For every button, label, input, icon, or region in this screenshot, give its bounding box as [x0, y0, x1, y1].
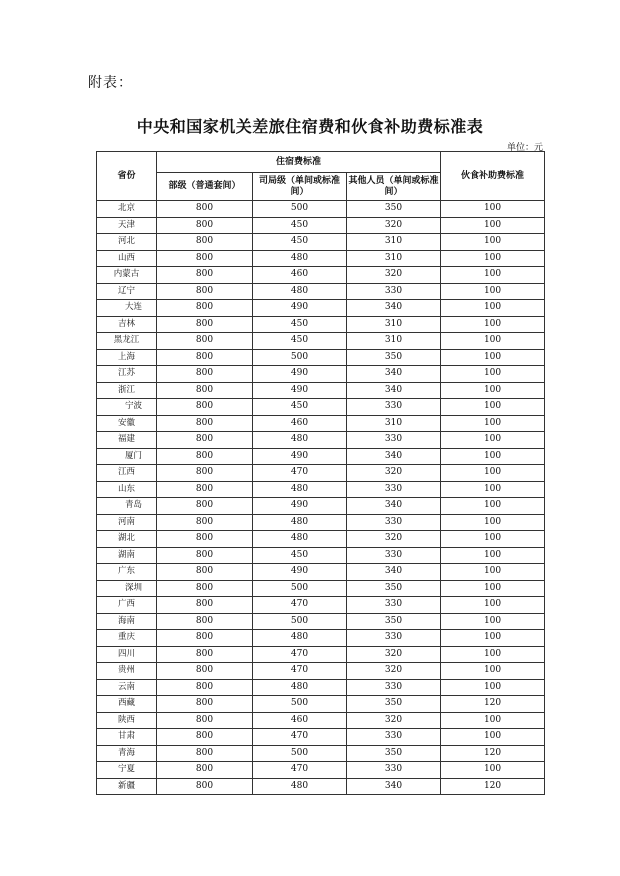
- meal-allowance-cell: 100: [441, 349, 545, 366]
- province-cell: 山西: [97, 250, 157, 267]
- bureau-rate-cell: 470: [253, 465, 347, 482]
- ministerial-rate-cell: 800: [157, 613, 253, 630]
- meal-allowance-cell: 120: [441, 778, 545, 795]
- table-row: [97, 630, 545, 647]
- table-row: [97, 580, 545, 597]
- others-rate-cell: 320: [347, 531, 441, 548]
- header-province: 省份: [97, 152, 157, 201]
- others-rate-cell: 340: [347, 382, 441, 399]
- others-rate-cell: 330: [347, 514, 441, 531]
- ministerial-rate-cell: 800: [157, 300, 253, 317]
- meal-allowance-cell: 100: [441, 415, 545, 432]
- province-cell: 海南: [97, 613, 157, 630]
- header-meal-allowance: 伙食补助费标准: [441, 152, 545, 201]
- ministerial-rate-cell: 800: [157, 448, 253, 465]
- others-rate-cell: 330: [347, 432, 441, 449]
- meal-allowance-cell: 100: [441, 597, 545, 614]
- table-row: [97, 663, 545, 680]
- table-row: [97, 432, 545, 449]
- table-row: [97, 646, 545, 663]
- province-cell: 四川: [97, 646, 157, 663]
- bureau-rate-cell: 500: [253, 349, 347, 366]
- table-row: [97, 712, 545, 729]
- meal-allowance-cell: 100: [441, 481, 545, 498]
- bureau-rate-cell: 480: [253, 531, 347, 548]
- province-cell: 重庆: [97, 630, 157, 647]
- bureau-rate-cell: 490: [253, 448, 347, 465]
- meal-allowance-cell: 100: [441, 333, 545, 350]
- bureau-rate-cell: 500: [253, 201, 347, 218]
- others-rate-cell: 340: [347, 300, 441, 317]
- meal-allowance-cell: 100: [441, 448, 545, 465]
- table-row: [97, 448, 545, 465]
- province-cell: 新疆: [97, 778, 157, 795]
- table-row: [97, 514, 545, 531]
- meal-allowance-cell: 100: [441, 547, 545, 564]
- others-rate-cell: 330: [347, 597, 441, 614]
- ministerial-rate-cell: 800: [157, 762, 253, 779]
- others-rate-cell: 310: [347, 234, 441, 251]
- bureau-rate-cell: 490: [253, 300, 347, 317]
- table-row: [97, 250, 545, 267]
- bureau-rate-cell: 490: [253, 366, 347, 383]
- bureau-rate-cell: 490: [253, 382, 347, 399]
- table-row: [97, 613, 545, 630]
- header-bureau: 司局级（单间或标准间）: [253, 173, 347, 201]
- province-cell: 黑龙江: [97, 333, 157, 350]
- bureau-rate-cell: 480: [253, 250, 347, 267]
- others-rate-cell: 320: [347, 712, 441, 729]
- ministerial-rate-cell: 800: [157, 481, 253, 498]
- meal-allowance-cell: 120: [441, 745, 545, 762]
- others-rate-cell: 330: [347, 630, 441, 647]
- province-cell: 福建: [97, 432, 157, 449]
- bureau-rate-cell: 500: [253, 745, 347, 762]
- ministerial-rate-cell: 800: [157, 333, 253, 350]
- others-rate-cell: 350: [347, 580, 441, 597]
- ministerial-rate-cell: 800: [157, 234, 253, 251]
- meal-allowance-cell: 100: [441, 283, 545, 300]
- province-cell: 广东: [97, 564, 157, 581]
- province-cell: 浙江: [97, 382, 157, 399]
- others-rate-cell: 320: [347, 465, 441, 482]
- table-row: [97, 217, 545, 234]
- meal-allowance-cell: 100: [441, 234, 545, 251]
- bureau-rate-cell: 470: [253, 729, 347, 746]
- ministerial-rate-cell: 800: [157, 217, 253, 234]
- others-rate-cell: 330: [347, 679, 441, 696]
- table-row: [97, 481, 545, 498]
- others-rate-cell: 320: [347, 217, 441, 234]
- bureau-rate-cell: 480: [253, 514, 347, 531]
- table-row: [97, 762, 545, 779]
- table-row: [97, 564, 545, 581]
- table-row: [97, 745, 545, 762]
- bureau-rate-cell: 450: [253, 547, 347, 564]
- province-cell: 河南: [97, 514, 157, 531]
- ministerial-rate-cell: 800: [157, 283, 253, 300]
- meal-allowance-cell: 100: [441, 762, 545, 779]
- table-row: [97, 597, 545, 614]
- table-row: [97, 778, 545, 795]
- meal-allowance-cell: 100: [441, 531, 545, 548]
- province-cell: 广西: [97, 597, 157, 614]
- province-cell: 上海: [97, 349, 157, 366]
- table-row: [97, 498, 545, 515]
- ministerial-rate-cell: 800: [157, 745, 253, 762]
- ministerial-rate-cell: 800: [157, 564, 253, 581]
- bureau-rate-cell: 490: [253, 564, 347, 581]
- appendix-label: 附表：: [88, 75, 133, 91]
- meal-allowance-cell: 100: [441, 267, 545, 284]
- province-cell: 山东: [97, 481, 157, 498]
- province-cell: 贵州: [97, 663, 157, 680]
- table-row: [97, 333, 545, 350]
- bureau-rate-cell: 460: [253, 267, 347, 284]
- ministerial-rate-cell: 800: [157, 514, 253, 531]
- ministerial-rate-cell: 800: [157, 778, 253, 795]
- bureau-rate-cell: 450: [253, 333, 347, 350]
- others-rate-cell: 350: [347, 745, 441, 762]
- table-row: [97, 696, 545, 713]
- others-rate-cell: 350: [347, 349, 441, 366]
- province-cell: 深圳: [97, 580, 157, 597]
- meal-allowance-cell: 100: [441, 201, 545, 218]
- bureau-rate-cell: 480: [253, 630, 347, 647]
- others-rate-cell: 320: [347, 267, 441, 284]
- table-body: [97, 201, 545, 795]
- bureau-rate-cell: 480: [253, 283, 347, 300]
- province-cell: 湖北: [97, 531, 157, 548]
- bureau-rate-cell: 500: [253, 696, 347, 713]
- bureau-rate-cell: 450: [253, 234, 347, 251]
- province-cell: 甘肃: [97, 729, 157, 746]
- ministerial-rate-cell: 800: [157, 382, 253, 399]
- bureau-rate-cell: 460: [253, 415, 347, 432]
- bureau-rate-cell: 480: [253, 679, 347, 696]
- table-row: [97, 415, 545, 432]
- others-rate-cell: 340: [347, 564, 441, 581]
- others-rate-cell: 310: [347, 415, 441, 432]
- table-row: [97, 234, 545, 251]
- ministerial-rate-cell: 800: [157, 531, 253, 548]
- bureau-rate-cell: 470: [253, 663, 347, 680]
- ministerial-rate-cell: 800: [157, 366, 253, 383]
- page-title: 中央和国家机关差旅住宿费和伙食补助费标准表: [136, 117, 484, 136]
- others-rate-cell: 340: [347, 778, 441, 795]
- others-rate-cell: 350: [347, 613, 441, 630]
- bureau-rate-cell: 500: [253, 613, 347, 630]
- ministerial-rate-cell: 800: [157, 679, 253, 696]
- meal-allowance-cell: 100: [441, 564, 545, 581]
- table-row: [97, 267, 545, 284]
- bureau-rate-cell: 450: [253, 217, 347, 234]
- province-cell: 厦门: [97, 448, 157, 465]
- ministerial-rate-cell: 800: [157, 267, 253, 284]
- ministerial-rate-cell: 800: [157, 316, 253, 333]
- others-rate-cell: 330: [347, 283, 441, 300]
- others-rate-cell: 330: [347, 481, 441, 498]
- province-cell: 江苏: [97, 366, 157, 383]
- ministerial-rate-cell: 800: [157, 646, 253, 663]
- table-row: [97, 316, 545, 333]
- ministerial-rate-cell: 800: [157, 729, 253, 746]
- meal-allowance-cell: 100: [441, 514, 545, 531]
- meal-allowance-cell: 120: [441, 696, 545, 713]
- others-rate-cell: 330: [347, 729, 441, 746]
- others-rate-cell: 310: [347, 316, 441, 333]
- others-rate-cell: 310: [347, 333, 441, 350]
- bureau-rate-cell: 490: [253, 498, 347, 515]
- ministerial-rate-cell: 800: [157, 712, 253, 729]
- ministerial-rate-cell: 800: [157, 630, 253, 647]
- header-others: 其他人员（单间或标准间）: [347, 173, 441, 201]
- table-row: [97, 201, 545, 218]
- meal-allowance-cell: 100: [441, 712, 545, 729]
- province-cell: 天津: [97, 217, 157, 234]
- province-cell: 江西: [97, 465, 157, 482]
- ministerial-rate-cell: 800: [157, 580, 253, 597]
- province-cell: 河北: [97, 234, 157, 251]
- table-row: [97, 531, 545, 548]
- province-cell: 湖南: [97, 547, 157, 564]
- province-cell: 云南: [97, 679, 157, 696]
- table-row: [97, 349, 545, 366]
- province-cell: 北京: [97, 201, 157, 218]
- meal-allowance-cell: 100: [441, 498, 545, 515]
- meal-allowance-cell: 100: [441, 316, 545, 333]
- meal-allowance-cell: 100: [441, 399, 545, 416]
- table-row: [97, 679, 545, 696]
- meal-allowance-cell: 100: [441, 300, 545, 317]
- ministerial-rate-cell: 800: [157, 349, 253, 366]
- bureau-rate-cell: 460: [253, 712, 347, 729]
- ministerial-rate-cell: 800: [157, 201, 253, 218]
- bureau-rate-cell: 470: [253, 646, 347, 663]
- meal-allowance-cell: 100: [441, 729, 545, 746]
- ministerial-rate-cell: 800: [157, 399, 253, 416]
- meal-allowance-cell: 100: [441, 580, 545, 597]
- table-row: [97, 366, 545, 383]
- province-cell: 陕西: [97, 712, 157, 729]
- table-row: [97, 399, 545, 416]
- ministerial-rate-cell: 800: [157, 415, 253, 432]
- province-cell: 宁夏: [97, 762, 157, 779]
- meal-allowance-cell: 100: [441, 465, 545, 482]
- ministerial-rate-cell: 800: [157, 498, 253, 515]
- others-rate-cell: 330: [347, 547, 441, 564]
- province-cell: 辽宁: [97, 283, 157, 300]
- bureau-rate-cell: 500: [253, 580, 347, 597]
- province-cell: 西藏: [97, 696, 157, 713]
- others-rate-cell: 330: [347, 762, 441, 779]
- meal-allowance-cell: 100: [441, 250, 545, 267]
- bureau-rate-cell: 480: [253, 778, 347, 795]
- ministerial-rate-cell: 800: [157, 465, 253, 482]
- others-rate-cell: 310: [347, 250, 441, 267]
- header-ministerial: 部级（普通套间）: [157, 173, 253, 201]
- others-rate-cell: 330: [347, 399, 441, 416]
- meal-allowance-cell: 100: [441, 366, 545, 383]
- others-rate-cell: 350: [347, 201, 441, 218]
- meal-allowance-cell: 100: [441, 646, 545, 663]
- meal-allowance-cell: 100: [441, 217, 545, 234]
- meal-allowance-cell: 100: [441, 382, 545, 399]
- table-row: [97, 300, 545, 317]
- province-cell: 吉林: [97, 316, 157, 333]
- bureau-rate-cell: 480: [253, 481, 347, 498]
- table-row: [97, 283, 545, 300]
- bureau-rate-cell: 480: [253, 432, 347, 449]
- meal-allowance-cell: 100: [441, 663, 545, 680]
- province-cell: 安徽: [97, 415, 157, 432]
- province-cell: 宁波: [97, 399, 157, 416]
- standards-table: [96, 151, 545, 795]
- ministerial-rate-cell: 800: [157, 696, 253, 713]
- bureau-rate-cell: 450: [253, 399, 347, 416]
- meal-allowance-cell: 100: [441, 630, 545, 647]
- ministerial-rate-cell: 800: [157, 432, 253, 449]
- ministerial-rate-cell: 800: [157, 597, 253, 614]
- others-rate-cell: 350: [347, 696, 441, 713]
- ministerial-rate-cell: 800: [157, 663, 253, 680]
- meal-allowance-cell: 100: [441, 679, 545, 696]
- table-row: [97, 465, 545, 482]
- bureau-rate-cell: 470: [253, 762, 347, 779]
- table-row: [97, 382, 545, 399]
- province-cell: 大连: [97, 300, 157, 317]
- others-rate-cell: 320: [347, 646, 441, 663]
- unit-label: 单位：元: [506, 143, 543, 153]
- province-cell: 内蒙古: [97, 267, 157, 284]
- table-row: [97, 547, 545, 564]
- table-header: [97, 152, 545, 201]
- bureau-rate-cell: 450: [253, 316, 347, 333]
- others-rate-cell: 320: [347, 663, 441, 680]
- others-rate-cell: 340: [347, 448, 441, 465]
- bureau-rate-cell: 470: [253, 597, 347, 614]
- meal-allowance-cell: 100: [441, 613, 545, 630]
- province-cell: 青岛: [97, 498, 157, 515]
- table-row: [97, 729, 545, 746]
- province-cell: 青海: [97, 745, 157, 762]
- header-lodging-group: 住宿费标准: [157, 152, 441, 173]
- meal-allowance-cell: 100: [441, 432, 545, 449]
- others-rate-cell: 340: [347, 498, 441, 515]
- ministerial-rate-cell: 800: [157, 547, 253, 564]
- ministerial-rate-cell: 800: [157, 250, 253, 267]
- others-rate-cell: 340: [347, 366, 441, 383]
